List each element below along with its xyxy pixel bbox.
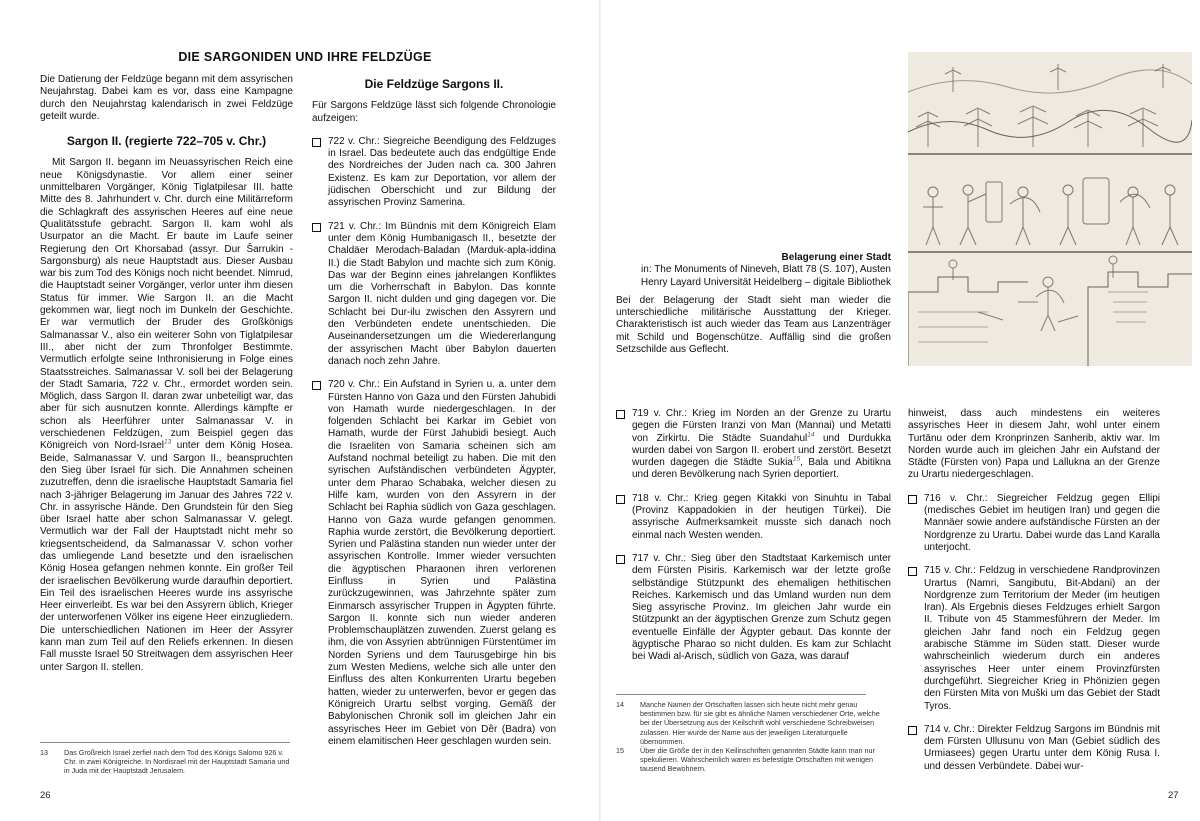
footnote-text: Das Großreich Israel zerfiel nach dem Tod des Königs Salomo 926 v. Chr. in zwei Königreiche. In Nordisrael mit der Hauptstadt Samaria und in Juda mit der Hauptstadt Jerusalem. [64, 748, 290, 776]
checkbox-bullet-icon [616, 410, 625, 419]
page-number-left: 26 [40, 790, 51, 801]
campaign-text: 715 v. Chr.: Feldzug in verschiedene Randprovinzen Urartus (Namri, Sangibutu, Bit-Abdani) an der Nordgrenze zum Territorium der Meder (im heutigen Iran). Als Ergebnis dieses Feldzuges erhielt Sargon II. Tribute von 45 Stammesführern der Meder. Im gleichen Jahr fand noch ein Feldzug gegen arabische Stämme im Süden statt. Dieser wurde wahrscheinlich wiederum durch ein anderes assyrisches Heer unter einem Provinzfürsten durchgeführt. Siegreicher Krieg in Phönizien gegen den Fürsten Mita von Muški um das Gebiet der Stadt Tyros. [924, 565, 1160, 712]
body-text: Mit Sargon II. begann im Neuassyrischen Reich eine neue Königsdynastie. Vor allem einer seiner unmittelbaren Vorgänger, König Tiglatpilesar III. hatte Mitte des 8. Jahrhundert v. Chr. durch eine Militärreform die Schlagkraft des assyrischen Heeres auf eine neue Qualitätsstufe gebracht. Sargon II. kam wohl als Usurpator an die Macht. Er baute im Laufe seiner Regierung den Ort Khorsabad (assyr. Dur Šarrukin -Sargonsburg) als neue Hauptstadt aus. Dieser Ausbau war bis zum Tod des Königs noch nicht beendet. Nimrud, die Hauptstadt seiner Vorgänger, verlor unter ihm diesen Status für immer. Wie Sargon II. an die Macht gekommen war, liegt noch im Dunkeln der Geschichte. Er war vermutlich der Bruder des Großkönigs Salmanassar V., also ein weiterer Sohn von Tiglatpilesar III., aber nicht der zum Thronfolger Bestimmte. Vermutlich erfolgte seine Inthronisierung in Folge eines Staatsstreiches. Salmanassar V. soll bei der Belagerung der Stadt Samaria, 722 v. Chr., ermordet worden sein. Möglich, dass Sargon II. daran zwar unbeteiligt war, das aber für sich ausnutzen konnte. Allerdings kämpfte er schon als Heerführer unter Salmanassar V. in verschiedenen Feldzügen, zum Beispiel gegen das Königreich von Nord-Israel [40, 157, 293, 452]
campaign-text: 718 v. Chr.: Krieg gegen Kitakki von Sinuhtu in Tabal (Provinz Kappadokien in der heutigen Türkei). Die assyrische Aufmerksamkeit musste sich danach noch einmal nach Westen wenden. [632, 492, 891, 541]
campaign-text: 720 v. Chr.: Ein Aufstand in Syrien u. a. unter dem Fürsten Hanno von Gaza und den Fürsten Jahubidi von Hamath wurde niedergeschlagen. In der folgenden Schlacht bei Karkar im Gebiet von Hamath, wurde der Fürst Jahubidi besiegt. Auch die Israeliten von Samaria scheinen sich am Aufstand nochmal beteiligt zu haben. Die mit den syrischen Aufständischen verbündeten Ägypter, unter dem Pharao Schabaka, welcher diesen zu Hilfe kam, wurden von den Assyrern in der Schlacht bei Raphia südlich von Gaza geschlagen. Hanno von Gaza wurde gefangen genommen. Raphia wurde zerstört, die Bevölkerung deportiert. Syrien und Palästina standen nun wieder unter der assyrischen Kontrolle. Immer wieder versuchten die ägyptischen Pharaonen ihren verlorenen Einfluss in Syrien und Palästina zurückzugewinnen, was Jahrzehnte später zum Einmarsch assyrischer Truppen in Ägypten führte. Sargon II. konnte sich nun wieder anderen Problemschauplätzen zuwenden. Zuerst gelang es ihm, die von Assyrien abtrünnigen Fürstentümer im Norden Syriens und dem Taurusgebirge hin bis zum Westen Mediens, welche sich alle unter den Einfluss des alten Konkurrenten Urartu begeben hatten, wieder zu unterwerfen, bevor er gegen das Königreich Urartu selbst vorging. Gemäß der Babylonischen Chronik soll im gleichen Jahr ein assyrisches Heer im Gebiet von Dêr (Badra) von einem elamitischen Heer geschlagen wurden sein. [328, 379, 556, 747]
campaign-text: 722 v. Chr.: Siegreiche Beendigung des Feldzuges in Israel. Das bedeutete auch das endgültige Ende des Nordreiches der Juden nach ca. 300 Jahren Existenz. Es kam zur Deportation, vor allem der jüdischen Oberschicht und zur Bildung der assyrischen Provinz Samerina. [328, 135, 556, 209]
relief-image [908, 52, 1192, 366]
footnote-text: Über die Größe der in den Keilinschriften genannten Städte kann man nur spekulieren. Wahrscheinlich waren es befestigte Ortschaften mit wenigen tausend Bewohnern. [640, 746, 875, 774]
campaign-item [616, 553, 891, 664]
chapter-title: DIE SARGONIDEN UND IHRE FELDZÜGE [178, 50, 432, 64]
caption-body: Bei der Belagerung der Stadt sieht man wieder die unterschiedliche militärische Ausstattung der Krieger. Charakteristisch ist auch wieder das Team aus Lanzenträger mit Schild und Bogenschütze. Auffällig sind die großen Setzschilde aus Geflecht. [616, 294, 891, 356]
footnote-14 [616, 700, 886, 746]
intro-paragraph: Die Datierung der Feldzüge begann mit dem assyrischen Neujahrstag. Dabei kam es vor, dass eine Kampagne durch den Neujahrstag kalendarisch in zwei Feldzüge geteilt wurde. [40, 74, 293, 122]
campaign-item [616, 493, 891, 542]
body-paragraph [40, 157, 293, 673]
page-number-right: 27 [1168, 790, 1179, 801]
footnote-number: 13 [40, 748, 48, 757]
campaign-text: 716 v. Chr.: Siegreicher Feldzug gegen Ellipi (medisches Gebiet im heutigen Iran) und gegen die Mannäer sowie andere aufständische Fürsten an der Nordgrenze zu Urartu. Dabei wurde das Land Karalla unterjocht. [924, 492, 1160, 553]
footnote-number: 14 [616, 700, 624, 709]
checkbox-bullet-icon [312, 223, 321, 232]
checkbox-bullet-icon [908, 726, 917, 735]
campaign-item [908, 724, 1160, 773]
campaign-text: 717 v. Chr.: Sieg über den Stadtstaat Karkemisch unter dem Fürsten Pisiris. Karkemisch war der letzte große selbständige Stützpunkt des ehemaligen hethitischen Reiches. Karkemisch und das Umland wurden nun dem Sieg assyrische Provinz. Im gleichen Jahr wurde ein Stützpunkt an der ägyptischen Grenze zum Schutz gegen eventuelle Einfälle der Ägypter gebaut. Das konnte der ägyptische Pharao so nicht dulden. Es kam zur Schlacht bei Wadi al-Arisch, südlich von Gaza, was darauf [632, 552, 891, 663]
footnote-rule [40, 742, 290, 743]
checkbox-bullet-icon [616, 495, 625, 504]
body-text: unter dem König Hosea. Beide, Salmanassar V. und Sargon II., beanspruchten den Sieg über Israel für sich. Die Annahmen scheinen zuzutreffen, denn die israelische Hauptstadt Samaria fiel nach 3-jähriger Belagerung im Januar des Jahres 722 v. Chr. in assyrische Hände. Den Grundstein für den Sieg über Israel hatte aber schon Salmanassar V. gelegt. Vermutlich war der Fall der Hauptstadt nicht mehr so kriegsentscheidend, da Salmanassar V. schon vorher das umliegende Land besetzte und den israelischen König Hosea gefangen nehmen konnte. Ein großer Teil der israelischen Bevölkerung wurde daraufhin deportiert. Ein Teil des israelischen Heeres wurde ins assyrische Heer einverleibt. Es war bei den Assyrern üblich, Krieger der unterworfenen Völker ins eigene Heer einzugliedern. Die unterschiedlichen Nationen im Heer der Assyrer kann man zum Teil auf den Reliefs erkennen. In diesen Fall musste Israel 50 Streitwagen dem assyrischen Heer unter Sargon II. stellen. [40, 440, 294, 673]
siege-relief-illustration [908, 52, 1192, 366]
figure-caption [616, 252, 891, 356]
right-column-1 [616, 408, 891, 675]
checkbox-bullet-icon [312, 381, 321, 390]
campaign-text: 719 v. Chr.: Krieg im Norden an der Grenze zu Urartu gegen die Fürsten Iranzi von Man (Mannai) und Metatti von Zirkirtu. Die Städte Suandahul [632, 408, 891, 444]
campaign-item [616, 408, 891, 482]
campaign-item [312, 221, 556, 369]
checkbox-bullet-icon [312, 138, 321, 147]
footnote-ref[interactable]: 15 [792, 455, 801, 463]
campaign-text: , Bala und Abitikna und deren Bevölkerung nach Syrien deportiert. [632, 457, 891, 481]
right-column-2 [908, 408, 1160, 784]
caption-title: Belagerung einer Stadt [781, 252, 891, 263]
footnote-number: 15 [616, 746, 624, 755]
intro-paragraph: Für Sargons Feldzüge lässt sich folgende Chronologie aufzeigen: [312, 100, 556, 124]
caption-source: in: The Monuments of Nineveh, Blatt 78 (S. 107), Austen Henry Layard Universität Heidelberg – digitale Bibliothek [640, 264, 891, 288]
campaign-item [312, 379, 556, 748]
continuation-paragraph: hinweist, dass auch mindestens ein weiteres assyrisches Heer in diesem Jahr, wohl unter einem Turtānu oder dem Kronprinzen Sanherib, aktiv war. Im Norden wurde auch im gleichen Jahr ein Aufstand der Städte (Fürsten von) Papa und Lallukna an der Grenze zu Urartu niedergeschlagen. [908, 408, 1160, 481]
footnote-rule [616, 694, 866, 695]
left-column-2 [312, 74, 556, 759]
checkbox-bullet-icon [616, 555, 625, 564]
campaign-text: und Durdukka wurden dabei von Sargon II. erobert und zerstört. Besetzt wurden dagegen die Städte Sukia [632, 432, 891, 469]
footnote-text: Manche Namen der Ortschaften lassen sich heute nicht mehr genau bestimmen bzw. für sie gibt es ähnliche Namen verschiedener Orte, welche bei der Übersetzung aus der Keilschrift wohl verschiedene Schreibweisen zulassen. Hier wurde der Name aus der jeweiligen Literaturquelle übernommen. [640, 700, 880, 746]
left-column-1 [40, 74, 293, 674]
footnote-ref[interactable]: 14 [807, 431, 815, 439]
checkbox-bullet-icon [908, 567, 917, 576]
campaign-text: 721 v. Chr.: Im Bündnis mit dem Königreich Elam unter dem König Humbanigasch II., besetzte der Chaldäer Merodach-Baladan (Marduk-apla-iddina II.) die Stadt Babylon und machte sich zum König. Das war der Beginn eines jahrelangen Konfliktes um die Vorherrschaft in Babylon. Das konnte Sargon II. nicht dulden und ging dagegen vor. Die Schlacht bei Dur-ilu zwischen den Assyrern und den Verbündeten endete unentschieden. Die Auseinandersetzungen um die Wiedererlangung der assyrischen Macht über Babylon dauerten danach noch zehn Jahre. [328, 220, 556, 367]
footnote-15 [616, 746, 886, 774]
campaign-item [908, 565, 1160, 713]
footnote-13 [40, 748, 290, 776]
page-gutter [599, 0, 601, 821]
campaign-item [312, 136, 556, 210]
section-heading: Die Feldzüge Sargons II. [364, 77, 504, 91]
campaign-item [908, 493, 1160, 554]
checkbox-bullet-icon [908, 495, 917, 504]
footnote-ref[interactable]: 13 [163, 438, 172, 446]
section-heading: Sargon II. (regierte 722–705 v. Chr.) [66, 134, 267, 149]
campaign-text: 714 v. Chr.: Direkter Feldzug Sargons im Bündnis mit dem Fürsten Ullusunu von Man (Gebiet südlich des Urmiasees) gegen Urartu unter dem König Rusa I. und dessen Verbündete. Dabei wur- [924, 723, 1160, 772]
